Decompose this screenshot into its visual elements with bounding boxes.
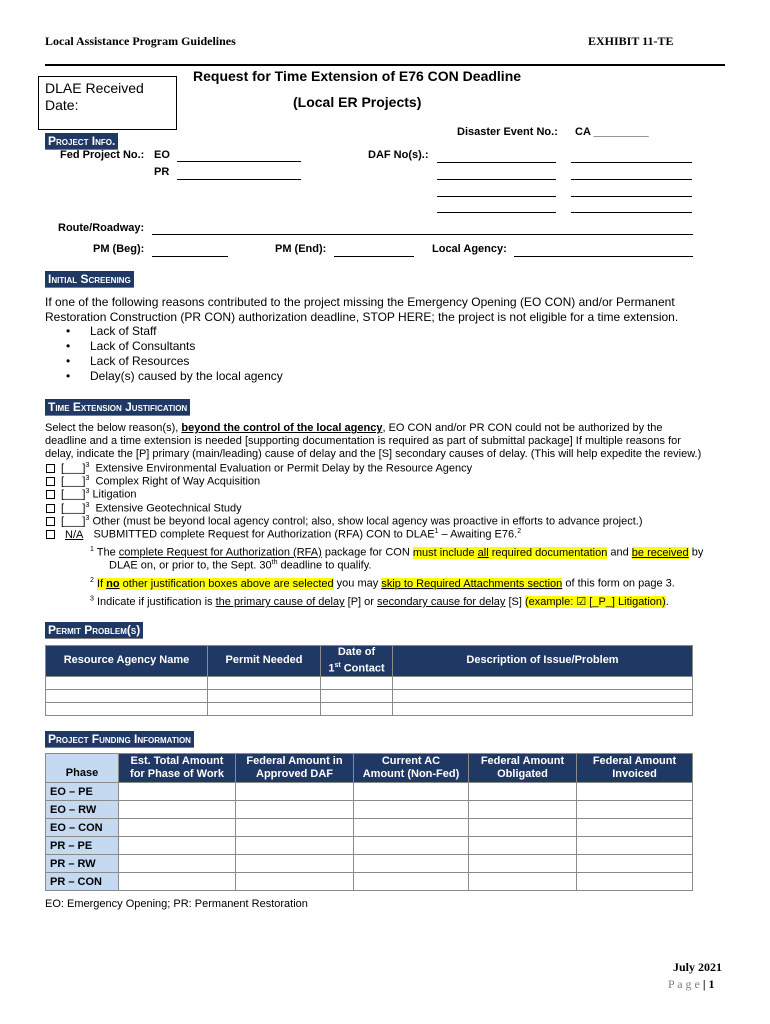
footnote-text: [S] xyxy=(505,596,525,608)
pm-beg-field[interactable] xyxy=(152,256,228,257)
footnote-ref: 3 xyxy=(85,488,90,495)
phase-label: PR – RW xyxy=(46,855,119,873)
phase-label: PR – PE xyxy=(46,837,119,855)
na-blank[interactable]: N/A xyxy=(65,528,84,541)
option-label: Complex Right of Way Acquisition xyxy=(95,475,261,488)
col-obligated-line1: Federal Amount xyxy=(480,755,565,767)
route-field[interactable] xyxy=(152,234,693,235)
footnote-text: package for CON xyxy=(321,546,413,559)
footnote-text: th xyxy=(271,559,278,566)
screening-item: • Delay(s) caused by the local agency xyxy=(66,369,283,384)
footnote-3 xyxy=(90,595,669,608)
section-time-extension xyxy=(45,399,190,416)
col-phase: Phase xyxy=(46,754,119,783)
form-subtitle: (Local ER Projects) xyxy=(293,94,422,110)
table-cell[interactable] xyxy=(119,855,236,873)
table-cell[interactable] xyxy=(469,837,577,855)
table-cell[interactable] xyxy=(236,801,354,819)
fed-project-label: Fed Project No.: xyxy=(60,149,145,161)
funding-header-row xyxy=(46,754,693,783)
phase-label: EO – PE xyxy=(46,783,119,801)
section-project-info xyxy=(45,133,118,150)
daf-field-8[interactable] xyxy=(571,212,692,213)
justification-option[interactable] xyxy=(46,502,242,515)
footnote-text: If xyxy=(96,577,107,590)
table-cell[interactable] xyxy=(119,837,236,855)
fed-eo-label: EO xyxy=(154,149,170,161)
daf-field-3[interactable] xyxy=(437,179,556,180)
fed-pr-field[interactable] xyxy=(177,179,301,180)
option-label: Extensive Environmental Evaluation or Permit Delay by the Resource Agency xyxy=(95,462,473,475)
footnote-text: no xyxy=(106,577,120,590)
table-cell[interactable] xyxy=(208,676,321,689)
disaster-event-label: Disaster Event No.: xyxy=(457,126,558,138)
table-cell[interactable] xyxy=(208,702,321,715)
intro-text: , EO CON and/or PR CON could not be authorized by the xyxy=(382,422,663,434)
funding-table xyxy=(45,753,693,891)
footnote-ref: 3 xyxy=(85,462,90,469)
table-cell[interactable] xyxy=(119,819,236,837)
footnote-text: other justification boxes above are selected xyxy=(119,577,334,590)
section-project-funding-label: Project Funding Information xyxy=(48,732,191,746)
footnote-1-cont xyxy=(109,559,371,572)
footnote-number: 1 xyxy=(90,546,94,553)
col-federal-daf xyxy=(236,754,354,783)
checkbox[interactable] xyxy=(46,464,55,473)
checkbox[interactable] xyxy=(46,490,55,499)
page-number: 1 xyxy=(708,977,715,991)
intro-emphasis: beyond the control of the local agency xyxy=(181,422,383,434)
col-date-line2: 1st Contact xyxy=(328,662,385,675)
route-label: Route/Roadway: xyxy=(58,222,145,234)
footnote-ref: 1 xyxy=(434,528,439,535)
table-cell[interactable] xyxy=(46,676,208,689)
dlae-received-box[interactable] xyxy=(38,76,177,130)
daf-field-1[interactable] xyxy=(437,162,556,163)
footnote-highlight xyxy=(413,547,607,559)
daf-field-7[interactable] xyxy=(437,212,556,213)
table-cell[interactable] xyxy=(469,873,577,891)
footnote-2 xyxy=(90,577,675,590)
footnote-ref: 2 xyxy=(517,528,522,535)
priority-blank[interactable]: [___] xyxy=(61,502,86,515)
table-cell[interactable] xyxy=(354,873,469,891)
footnote-text: you may xyxy=(333,577,382,590)
footnote-highlight: skip to Required Attachments section xyxy=(381,577,563,590)
screening-list xyxy=(66,324,283,384)
col-resource-agency: Resource Agency Name xyxy=(46,646,208,677)
table-cell[interactable] xyxy=(354,801,469,819)
footnote-text: deadline to qualify. xyxy=(277,559,372,572)
option-label: SUBMITTED complete Request for Authorization (RFA) CON to DLAE xyxy=(93,528,435,541)
col-date-line1: Date of xyxy=(337,646,376,658)
table-cell[interactable] xyxy=(577,819,693,837)
justification-option[interactable] xyxy=(46,488,136,501)
justification-option[interactable] xyxy=(46,475,260,488)
col-invoiced-line2: Invoiced xyxy=(612,768,657,780)
form-title: Request for Time Extension of E76 CON Deadline xyxy=(193,68,522,84)
checkbox[interactable] xyxy=(46,517,55,526)
col-est-total-line1: Est. Total Amount xyxy=(130,755,224,767)
table-row xyxy=(46,837,693,855)
col-federal-daf-line2: Approved DAF xyxy=(256,768,333,780)
table-row xyxy=(46,873,693,891)
table-cell[interactable] xyxy=(577,873,693,891)
table-cell[interactable] xyxy=(469,819,577,837)
footnote-text: Indicate if justification is xyxy=(96,596,216,608)
footnote-text: required documentation xyxy=(488,546,608,559)
col-invoiced-line1: Federal Amount xyxy=(592,755,677,767)
footnote-highlight: be received xyxy=(631,546,689,559)
col-description: Description of Issue/Problem xyxy=(393,646,693,677)
page-separator: | xyxy=(702,977,706,991)
footnote-1 xyxy=(90,546,703,559)
footnote-number: 2 xyxy=(90,577,94,584)
footnote-ref: 3 xyxy=(85,475,90,482)
option-label-tail: – Awaiting E76. xyxy=(438,528,518,541)
justification-option[interactable] xyxy=(46,515,643,528)
received-label: DLAE Received xyxy=(45,80,144,96)
footnote-text: complete Request for Authorization (RFA) xyxy=(118,546,322,559)
phase-label: EO – RW xyxy=(46,801,119,819)
table-cell[interactable] xyxy=(577,783,693,801)
footnote-number: 3 xyxy=(90,595,94,603)
table-cell[interactable] xyxy=(469,783,577,801)
table-cell[interactable] xyxy=(46,702,208,715)
section-initial-screening xyxy=(45,271,134,288)
screening-text-1: If one of the following reasons contributed to the project missing the Emergency Opening (EO CON) and/or Permanent xyxy=(45,295,675,309)
col-current-ac-line2: Amount (Non-Fed) xyxy=(362,768,460,780)
footnote-text: DLAE on, or prior to, the Sept. 30 xyxy=(109,559,272,572)
table-row xyxy=(46,783,693,801)
table-cell[interactable] xyxy=(119,801,236,819)
daf-field-2[interactable] xyxy=(571,162,692,163)
section-project-info-label: Project Info. xyxy=(48,134,116,148)
section-time-extension-label: Time Extension Justification xyxy=(48,400,188,414)
footnote-text: . xyxy=(665,596,669,608)
footnote-ref: 3 xyxy=(85,515,90,522)
pm-beg-label: PM (Beg): xyxy=(93,243,145,255)
header-rule xyxy=(45,64,725,66)
table-cell[interactable] xyxy=(236,819,354,837)
justification-option[interactable] xyxy=(46,462,472,475)
col-obligated xyxy=(469,754,577,783)
checkbox[interactable] xyxy=(46,504,55,513)
table-cell[interactable] xyxy=(354,837,469,855)
table-cell[interactable] xyxy=(321,676,393,689)
col-obligated-line2: Obligated xyxy=(497,768,548,780)
table-cell[interactable] xyxy=(321,689,393,702)
screening-item: • Lack of Staff xyxy=(66,324,283,339)
screening-item: • Lack of Resources xyxy=(66,354,283,369)
priority-blank[interactable]: [___] xyxy=(61,488,86,501)
footnote-text: by xyxy=(688,546,704,559)
priority-blank[interactable]: [___] xyxy=(61,475,86,488)
col-permit-needed: Permit Needed xyxy=(208,646,321,677)
table-cell[interactable] xyxy=(236,837,354,855)
table-cell[interactable] xyxy=(236,783,354,801)
footnote-text: secondary cause for delay xyxy=(377,596,506,608)
permit-header-row xyxy=(46,646,693,677)
table-cell[interactable] xyxy=(469,801,577,819)
table-cell[interactable] xyxy=(469,855,577,873)
pm-end-field[interactable] xyxy=(334,256,414,257)
page-label: P a g e xyxy=(668,977,700,991)
option-label: Litigation xyxy=(92,488,137,501)
table-cell[interactable] xyxy=(208,689,321,702)
footnote-text: The xyxy=(96,546,119,559)
running-header-right: EXHIBIT 11-TE xyxy=(588,34,674,48)
funding-footnote: EO: Emergency Opening; PR: Permanent Restoration xyxy=(45,898,308,910)
table-cell[interactable] xyxy=(46,689,208,702)
footnote-text: the primary cause of delay xyxy=(215,596,345,608)
local-agency-field[interactable] xyxy=(514,256,693,257)
table-cell[interactable] xyxy=(321,702,393,715)
footnote-text: and xyxy=(607,546,632,559)
col-date-first-contact xyxy=(321,646,393,677)
table-cell[interactable] xyxy=(119,873,236,891)
table-row xyxy=(46,702,693,715)
table-row xyxy=(46,801,693,819)
col-est-total-line2: for Phase of Work xyxy=(130,768,224,780)
screening-text-2: Restoration Construction (PR CON) authorization deadline, STOP HERE; the project is not eligible for a time extension. xyxy=(45,310,679,324)
daf-field-4[interactable] xyxy=(571,179,692,180)
table-row xyxy=(46,819,693,837)
daf-label: DAF No(s).: xyxy=(368,149,429,161)
table-cell[interactable] xyxy=(354,819,469,837)
footnote-highlight: (example: ☑ [_P_] Litigation) xyxy=(525,596,666,608)
col-invoiced xyxy=(577,754,693,783)
local-agency-label: Local Agency: xyxy=(432,243,507,255)
justification-intro-1 xyxy=(45,422,662,434)
permit-table xyxy=(45,645,693,716)
table-row xyxy=(46,855,693,873)
section-permit-problems-label: Permit Problem(s) xyxy=(48,623,141,637)
daf-field-6[interactable] xyxy=(571,196,692,197)
section-permit-problems xyxy=(45,622,143,639)
footnote-text: of this form on page 3. xyxy=(562,577,675,590)
intro-text: Select the below reason(s), xyxy=(45,422,182,434)
justification-intro-2: deadline and a time extension is needed [supporting documentation is required as part of submittal package] If multiple reasons for xyxy=(45,435,681,447)
fed-eo-field[interactable] xyxy=(177,161,301,162)
col-est-total xyxy=(119,754,236,783)
checkbox[interactable] xyxy=(46,477,55,486)
section-project-funding xyxy=(45,731,194,748)
table-cell[interactable] xyxy=(393,676,693,689)
table-cell[interactable] xyxy=(577,801,693,819)
pm-end-label: PM (End): xyxy=(275,243,327,255)
phase-label: PR – CON xyxy=(46,873,119,891)
footer-date: July 2021 xyxy=(673,960,723,974)
received-date-label: Date: xyxy=(45,97,79,113)
table-cell[interactable] xyxy=(354,783,469,801)
table-row xyxy=(46,689,693,702)
table-cell[interactable] xyxy=(354,855,469,873)
option-label: Extensive Geotechnical Study xyxy=(95,502,242,515)
fed-pr-label: PR xyxy=(154,166,170,178)
table-cell[interactable] xyxy=(236,855,354,873)
col-current-ac xyxy=(354,754,469,783)
priority-blank[interactable]: [___] xyxy=(61,515,86,528)
footnote-text: [P] or xyxy=(344,596,378,608)
running-header-left: Local Assistance Program Guidelines xyxy=(45,34,236,48)
table-cell[interactable] xyxy=(393,689,693,702)
col-federal-daf-line1: Federal Amount in xyxy=(246,755,343,767)
table-cell[interactable] xyxy=(393,702,693,715)
checkbox[interactable] xyxy=(46,530,55,539)
footnote-text: all xyxy=(477,546,489,559)
table-row xyxy=(46,676,693,689)
footnote-ref: 3 xyxy=(85,502,90,509)
section-initial-screening-label: Initial Screening xyxy=(48,272,131,286)
phase-label: EO – CON xyxy=(46,819,119,837)
footnote-highlight xyxy=(97,578,334,590)
screening-item: • Lack of Consultants xyxy=(66,339,283,354)
disaster-event-field[interactable]: CA _________ xyxy=(575,126,649,138)
table-cell[interactable] xyxy=(577,837,693,855)
option-label: Other (must be beyond local agency control; also, show local agency was proactive in efforts to advance project.) xyxy=(92,515,643,528)
justification-intro-3: delay, indicate the [P] primary (main/leading) cause of delay and the [S] secondary causes of delay. (This will help expedite the review.) xyxy=(45,448,702,460)
priority-blank[interactable]: [___] xyxy=(61,462,86,475)
rfa-submitted-option[interactable] xyxy=(46,528,521,541)
footer-page xyxy=(668,977,715,992)
col-current-ac-line1: Current AC xyxy=(381,755,441,767)
daf-field-5[interactable] xyxy=(437,196,556,197)
table-cell[interactable] xyxy=(119,783,236,801)
footnote-text: must include xyxy=(412,546,478,559)
table-cell[interactable] xyxy=(577,855,693,873)
table-cell[interactable] xyxy=(236,873,354,891)
